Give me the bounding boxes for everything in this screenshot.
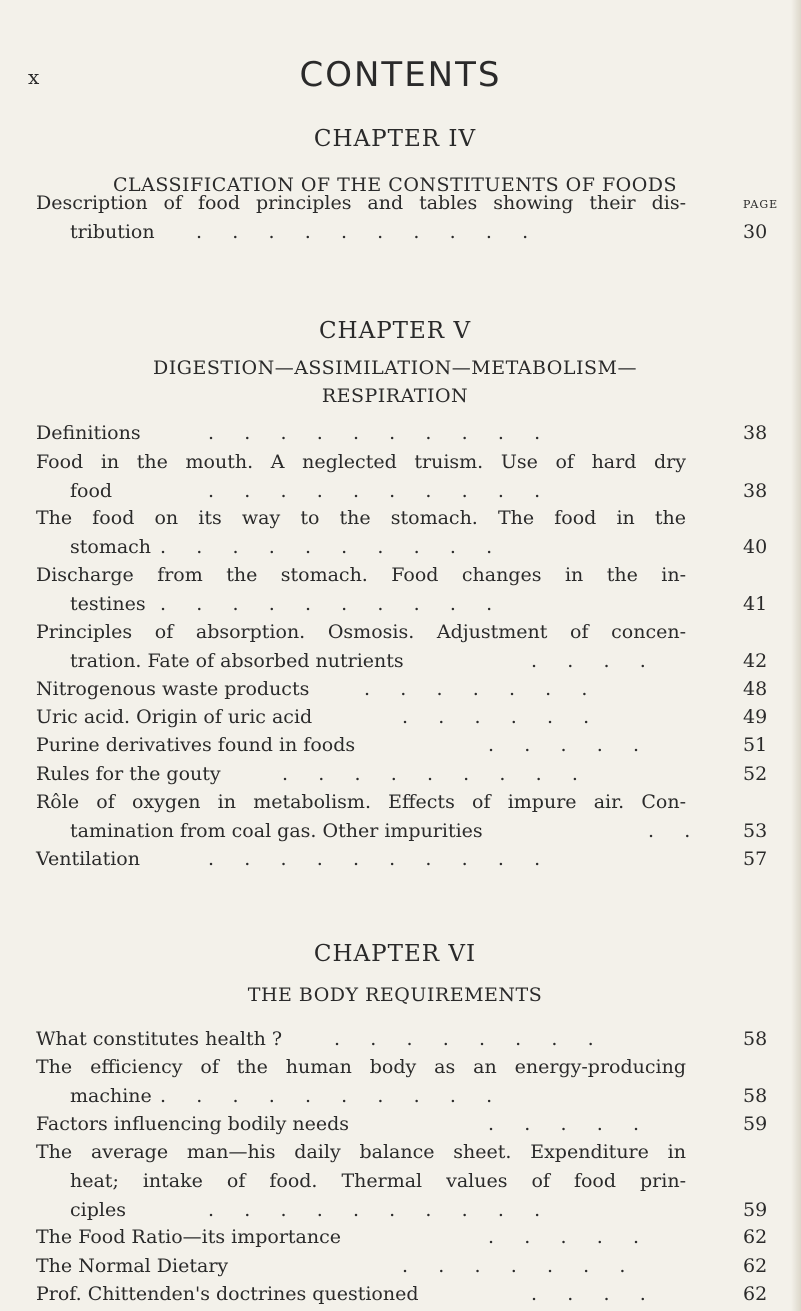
toc-page-number: 41 xyxy=(743,593,768,616)
toc-page-number: 40 xyxy=(743,536,768,559)
toc-entry-text: Ventilation xyxy=(36,847,140,870)
toc-entry-text: What constitutes health ? xyxy=(36,1027,283,1050)
toc-entry-text: heat; intake of food. Thermal values of food prin- xyxy=(70,1170,686,1193)
toc-entry[interactable]: The Food Ratio—its importance . . . . . 62 xyxy=(36,1223,756,1252)
page-column-label: PAGE xyxy=(743,198,779,211)
toc-entry-text: testines xyxy=(70,593,146,616)
chapter-subtitle: RESPIRATION xyxy=(321,385,469,408)
chapter-title: CHAPTER V xyxy=(318,317,472,344)
toc-entry-text: food xyxy=(70,479,113,502)
toc-entry-text: Uric acid. Origin of uric acid xyxy=(36,705,313,728)
page-number: x xyxy=(28,65,40,89)
page-edge-shadow xyxy=(791,0,801,1311)
chapter-subtitle: DIGESTION—ASSIMILATION—METABOLISM— xyxy=(153,356,637,379)
toc-entry-text: stomach xyxy=(70,536,152,559)
toc-entry[interactable]: Principles of absorption. Osmosis. Adjustment of concen- tration. Fate of absorbed nutrients . . . . 42 xyxy=(36,618,756,676)
toc-entry[interactable]: What constitutes health ? . . . . . . . . 58 xyxy=(36,1025,756,1054)
toc-page-number: 62 xyxy=(743,1254,768,1277)
toc-page-number: 51 xyxy=(743,734,768,757)
toc-entry-text: Definitions xyxy=(36,422,141,445)
toc-entry-text: Discharge from the stomach. Food changes in the in- xyxy=(36,564,686,587)
toc-page-number: 42 xyxy=(743,649,768,672)
toc-page-number: 38 xyxy=(743,422,768,445)
toc-entry[interactable]: Factors influencing bodily needs . . . . . 59 xyxy=(36,1110,756,1139)
toc-entry[interactable]: Purine derivatives found in foods . . . . . 51 xyxy=(36,731,756,760)
toc-entry[interactable]: The average man—his daily balance sheet. Expenditure in heat; intake of food. Thermal values of food prin- ciples . . . . . . . . . . 59 xyxy=(36,1138,756,1225)
toc-entry-text: The average man—his daily balance sheet. Expenditure in xyxy=(36,1141,686,1164)
toc-entry[interactable]: Discharge from the stomach. Food changes in the in- testines . . . . . . . . . . 41 xyxy=(36,561,756,619)
toc-page-number: 59 xyxy=(743,1199,768,1222)
toc-page-number: 62 xyxy=(743,1226,768,1249)
toc-entry[interactable]: Nitrogenous waste products . . . . . . . 48 xyxy=(36,675,756,704)
toc-entry-text: Nitrogenous waste products xyxy=(36,677,310,700)
toc-entry-text: The Normal Dietary xyxy=(36,1254,229,1277)
toc-entry[interactable]: Definitions . . . . . . . . . . 38 xyxy=(36,419,756,448)
toc-page-number: 62 xyxy=(743,1282,768,1305)
toc-entry-text: The efficiency of the human body as an energy-producing xyxy=(36,1056,686,1079)
toc-entry-text: Purine derivatives found in foods xyxy=(36,734,356,757)
toc-entry[interactable]: Ventilation . . . . . . . . . . 57 xyxy=(36,845,756,874)
toc-entry-text: tamination from coal gas. Other impurities xyxy=(70,820,483,843)
toc-page-number: 57 xyxy=(743,847,768,870)
chapter-title: CHAPTER IV xyxy=(313,126,477,152)
toc-page-number: 58 xyxy=(743,1027,768,1050)
toc-page-number: 48 xyxy=(743,677,768,700)
toc-page-number: 30 xyxy=(743,221,768,243)
toc-page-number: 52 xyxy=(743,762,768,785)
toc-entry-text: Principles of absorption. Osmosis. Adjustment of concen- xyxy=(36,620,686,643)
toc-entry-text: Factors influencing bodily needs xyxy=(36,1112,349,1135)
toc-entry[interactable]: The efficiency of the human body as an energy-producing machine . . . . . . . . . . 58 xyxy=(36,1053,756,1111)
toc-entry-text: Description of food principles and tables showing their dis- xyxy=(36,192,686,214)
toc-page-number: 49 xyxy=(743,705,768,728)
chapter-subtitle: THE BODY REQUIREMENTS xyxy=(247,983,543,1006)
toc-entry[interactable]: Rules for the gouty . . . . . . . . . 52 xyxy=(36,760,756,789)
page-header xyxy=(0,55,801,105)
toc-entry-text: Rules for the gouty xyxy=(36,762,221,785)
chapter-title: CHAPTER VI xyxy=(313,940,477,967)
toc-entry[interactable]: The food on its way to the stomach. The food in the stomach . . . . . . . . . . 40 xyxy=(36,504,756,562)
toc-entry-text: tribution xyxy=(70,221,155,243)
toc-page-number: 58 xyxy=(743,1085,768,1108)
toc-entry-text: Rôle of oxygen in metabolism. Effects of impure air. Con- xyxy=(36,791,686,814)
toc-entry-text: tration. Fate of absorbed nutrients xyxy=(70,649,404,672)
running-title: CONTENTS xyxy=(299,55,502,95)
toc-entry[interactable]: The Normal Dietary . . . . . . . 62 xyxy=(36,1252,756,1281)
toc-entry[interactable]: Food in the mouth. A neglected truism. Use of hard dry food . . . . . . . . . . 38 xyxy=(36,448,756,506)
toc-entry-text: Food in the mouth. A neglected truism. Use of hard dry xyxy=(36,450,686,473)
toc-entry-text: ciples xyxy=(70,1199,126,1222)
toc-entry-text: machine xyxy=(70,1085,152,1108)
toc-entry[interactable]: Description of food principles and tables showing their dis- tribution . . . . . . . . . . 30 xyxy=(36,189,756,247)
toc-page-number: 38 xyxy=(743,479,768,502)
toc-page-number: 59 xyxy=(743,1112,768,1135)
toc-entry-text: The food on its way to the stomach. The food in the xyxy=(36,507,686,530)
toc-entry[interactable]: Uric acid. Origin of uric acid . . . . . . 49 xyxy=(36,703,756,732)
toc-entry[interactable]: Rôle of oxygen in metabolism. Effects of impure air. Con- tamination from coal gas. Other impurities . . 53 xyxy=(36,788,756,846)
toc-page-number: 53 xyxy=(743,820,768,843)
toc-entry-text: The Food Ratio—its importance xyxy=(36,1226,342,1249)
toc-entry-text: Prof. Chittenden's doctrines questioned xyxy=(36,1282,419,1305)
toc-entry[interactable]: Prof. Chittenden's doctrines questioned . . . . 62 xyxy=(36,1280,756,1309)
chapter-subtitle: CLASSIFICATION OF THE CONSTITUENTS OF FOODS xyxy=(112,174,678,196)
